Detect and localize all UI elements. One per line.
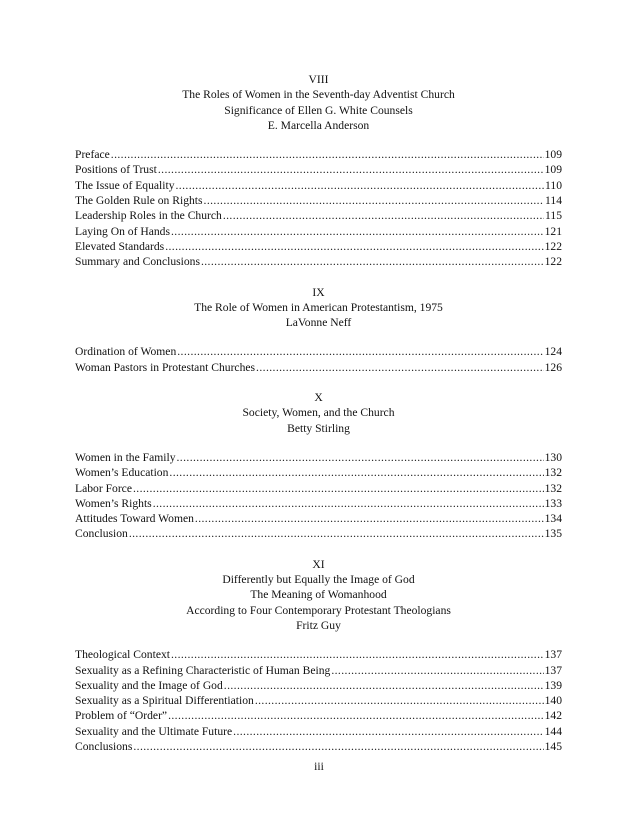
toc-entry[interactable]	[75, 496, 562, 511]
toc-entry-title: The Issue of Equality	[75, 178, 175, 192]
toc-leader-dots	[153, 496, 544, 511]
section-numeral: X	[314, 391, 323, 405]
toc-entry-title: Conclusion	[75, 527, 128, 541]
section-heading	[75, 72, 562, 133]
toc-entry[interactable]	[75, 663, 562, 678]
toc-entry-page: 145	[544, 739, 562, 753]
toc-entry-page: 132	[544, 466, 562, 480]
toc-entry[interactable]	[75, 147, 562, 162]
section-subtitle: According to Four Contemporary Protestant Theologians	[186, 603, 451, 617]
section-title: Differently but Equally the Image of God	[222, 573, 415, 587]
section-numeral: IX	[312, 285, 325, 299]
toc-leader-dots	[129, 526, 544, 541]
toc-entry-page: 140	[544, 694, 562, 708]
toc-entry-title: Women’s Rights	[75, 496, 152, 510]
toc-entry-title: Women in the Family	[75, 450, 176, 464]
toc-entry-title: Elevated Standards	[75, 239, 165, 253]
toc-entry-page: 121	[544, 224, 562, 238]
toc-leader-dots	[177, 450, 544, 465]
toc-entry-title: Positions of Trust	[75, 163, 157, 177]
section-author: LaVonne Neff	[285, 316, 352, 330]
toc-entry-title: Sexuality as a Refining Characteristic of Human Being	[75, 663, 331, 677]
toc-entry-page: 134	[544, 512, 562, 526]
section-numeral: XI	[312, 557, 325, 571]
toc-leader-dots	[133, 739, 543, 754]
toc-entry-page: 144	[544, 724, 562, 738]
page-number: iii	[314, 760, 324, 773]
toc-entry-title: Labor Force	[75, 481, 132, 495]
toc-entry-title: Preface	[75, 148, 110, 162]
toc-entry[interactable]	[75, 678, 562, 693]
toc-leader-dots	[255, 693, 544, 708]
toc-leader-dots	[171, 224, 544, 239]
toc-entry-title: Ordination of Women	[75, 345, 177, 359]
toc-leader-dots	[256, 360, 544, 375]
toc-entry[interactable]	[75, 239, 562, 254]
toc-entry[interactable]	[75, 450, 562, 465]
toc-entry-page: 139	[544, 678, 562, 692]
toc-entry-page: 126	[544, 360, 562, 374]
toc-entry[interactable]	[75, 724, 562, 739]
toc-leader-dots	[201, 254, 544, 269]
toc-section-ix	[75, 285, 562, 375]
toc-section-xi	[75, 557, 562, 755]
toc-entry-title: Problem of “Order”	[75, 709, 168, 723]
toc-entry[interactable]	[75, 193, 562, 208]
toc-entry-page: 137	[544, 663, 562, 677]
toc-leader-dots	[133, 481, 544, 496]
toc-leader-dots	[158, 162, 544, 177]
toc-leader-dots	[171, 647, 544, 662]
toc-entry[interactable]	[75, 708, 562, 723]
table-of-contents	[75, 72, 562, 754]
toc-entry[interactable]	[75, 208, 562, 223]
toc-entry-page: 137	[544, 648, 562, 662]
toc-entry[interactable]	[75, 360, 562, 375]
section-subtitle: The Meaning of Womanhood	[250, 588, 387, 602]
section-title: The Roles of Women in the Seventh-day Adventist Church	[182, 88, 455, 102]
toc-leader-dots	[204, 193, 545, 208]
toc-leader-dots	[176, 178, 545, 193]
toc-section-x	[75, 390, 562, 542]
toc-entry-title: Summary and Conclusions	[75, 255, 200, 269]
toc-entry[interactable]	[75, 465, 562, 480]
toc-section-viii	[75, 72, 562, 270]
toc-entry-title: Theological Context	[75, 648, 170, 662]
toc-leader-dots	[111, 147, 544, 162]
section-title: Society, Women, and the Church	[242, 406, 395, 420]
toc-entry[interactable]	[75, 178, 562, 193]
toc-entry-page: 114	[545, 194, 562, 208]
toc-entry-page: 130	[544, 450, 562, 464]
toc-leader-dots	[233, 724, 543, 739]
toc-leader-dots	[224, 678, 544, 693]
toc-entry[interactable]	[75, 739, 562, 754]
toc-entry[interactable]	[75, 647, 562, 662]
toc-entry-title: Sexuality and the Image of God	[75, 678, 223, 692]
toc-entry-page: 132	[544, 481, 562, 495]
toc-entry[interactable]	[75, 224, 562, 239]
toc-entry[interactable]	[75, 526, 562, 541]
toc-entry[interactable]	[75, 481, 562, 496]
toc-entry-page: 115	[545, 209, 562, 223]
section-heading	[75, 285, 562, 331]
toc-entry-title: Woman Pastors in Protestant Churches	[75, 360, 256, 374]
section-author: Fritz Guy	[296, 618, 341, 632]
toc-entry-page: 135	[544, 527, 562, 541]
toc-entry-title: The Golden Rule on Rights	[75, 194, 203, 208]
section-subtitle: Significance of Ellen G. White Counsels	[224, 103, 413, 117]
toc-entry[interactable]	[75, 511, 562, 526]
toc-entry-page: 122	[544, 239, 562, 253]
toc-entry-title: Conclusions	[75, 739, 133, 753]
section-numeral: VIII	[308, 73, 329, 86]
toc-entry-page: 133	[544, 496, 562, 510]
toc-entry-page: 124	[544, 345, 562, 359]
section-author: E. Marcella Anderson	[267, 118, 370, 132]
toc-entry-title: Leadership Roles in the Church	[75, 209, 222, 223]
toc-entry-title: Laying On of Hands	[75, 224, 170, 238]
toc-entry-title: Attitudes Toward Women	[75, 512, 194, 526]
toc-entry-title: Women’s Education	[75, 466, 169, 480]
toc-entry-page: 122	[544, 255, 562, 269]
toc-entry[interactable]	[75, 344, 562, 359]
toc-entry[interactable]	[75, 254, 562, 269]
toc-leader-dots	[195, 511, 544, 526]
toc-entry-page: 110	[545, 178, 562, 192]
section-heading	[75, 390, 562, 436]
toc-entry-title: Sexuality as a Spiritual Differentiation	[75, 694, 254, 708]
section-heading	[75, 557, 562, 633]
toc-entry-title: Sexuality and the Ultimate Future	[75, 724, 233, 738]
toc-leader-dots	[168, 708, 544, 723]
toc-entry-page: 109	[544, 163, 562, 177]
toc-leader-dots	[331, 663, 543, 678]
toc-entry[interactable]	[75, 693, 562, 708]
toc-entry-page: 109	[544, 148, 562, 162]
toc-leader-dots	[169, 465, 543, 480]
toc-leader-dots	[223, 208, 544, 223]
section-author: Betty Stirling	[287, 421, 350, 435]
toc-entry[interactable]	[75, 162, 562, 177]
toc-leader-dots	[177, 344, 543, 359]
toc-entry-page: 142	[544, 709, 562, 723]
toc-leader-dots	[165, 239, 543, 254]
section-title: The Role of Women in American Protestantism, 1975	[194, 300, 443, 314]
